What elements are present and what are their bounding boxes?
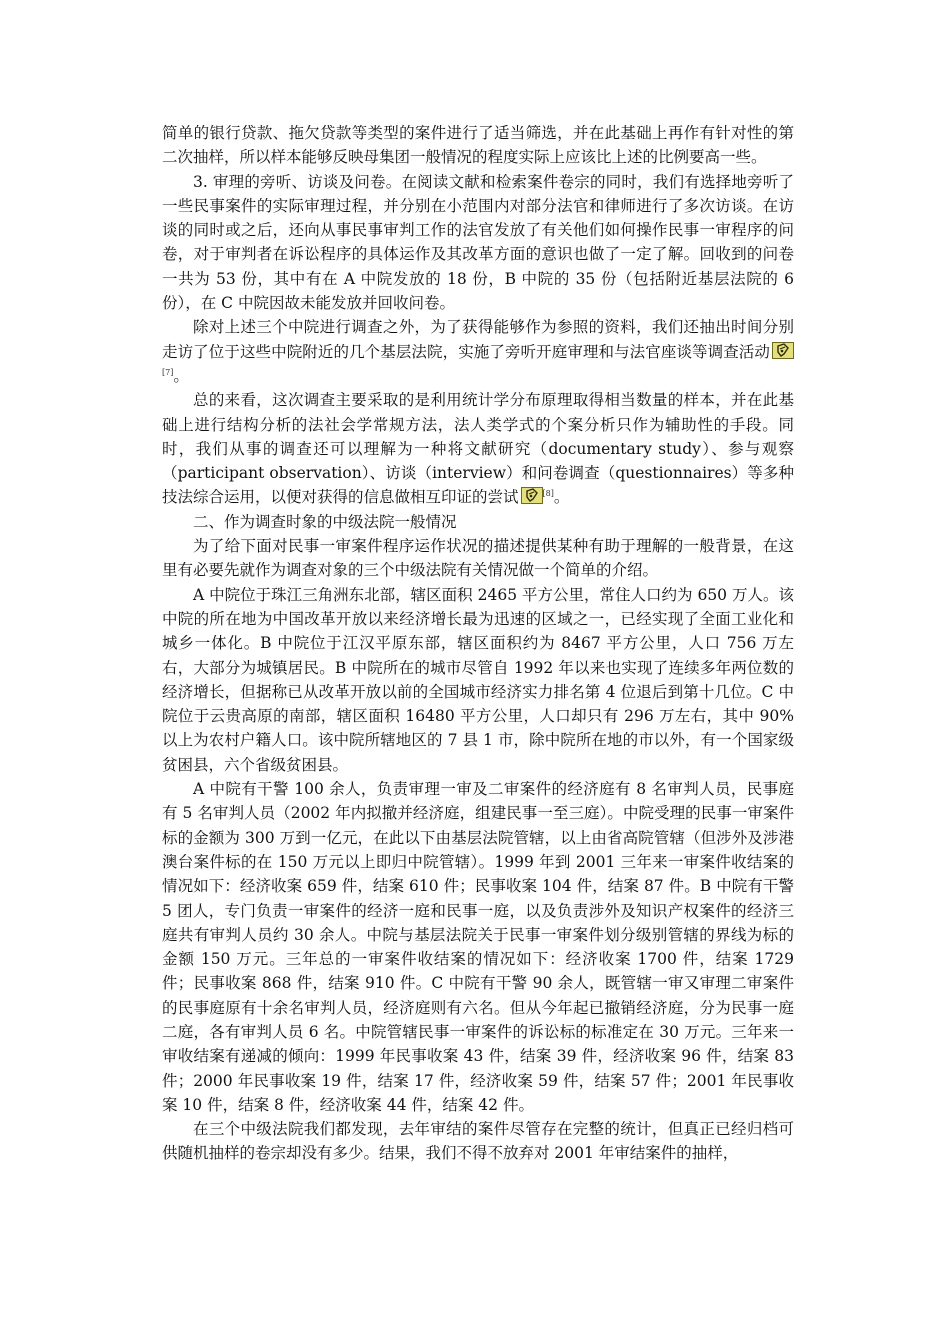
paragraph-3-tail: 。	[173, 366, 189, 385]
paragraph-4-text: 总的来看，这次调查主要采取的是利用统计学分布原理取得相当数量的样本，并在此基础上进行结构分析的法社会学常规方法，法人类学式的个案分析只作为辅助性的手段。同时，我们从事的调查还可以理解为一种将文献研究（documentary study）、参与观察（participant observation）、访谈（interview）和问卷调查（questionnaires）等多种技法综合运用，以便对获得的信息做相互印证的尝试	[162, 391, 794, 507]
section-heading: 二、作为调查时象的中级法院一般情况	[193, 512, 457, 531]
paragraph-1: 简单的银行贷款、拖欠贷款等类型的案件进行了适当筛选，并在此基础上再作有针对性的第二次抽样，所以样本能够反映母集团一般情况的程度实际上应该比上述的比例要高一些。	[162, 124, 794, 167]
note-reference-icon[interactable]	[521, 487, 543, 504]
paragraph-4-tail: 。	[553, 488, 570, 507]
footnote-ref-8[interactable]: [8]	[542, 489, 554, 499]
document-body	[162, 121, 794, 1166]
paragraph-2: 3. 审理的旁听、访谈及问卷。在阅读文献和检索案件卷宗的同时，我们有选择地旁听了一些民事案件的实际审理过程，并分别在小范围内对部分法官和律师进行了多次访谈。在访谈的同时或之后，还向从事民事审判工作的法官发放了有关他们如何操作民事一审程序的问卷，对于审判者在诉讼程序的具体运作及其改革方面的意识也做了一定了解。回收到的问卷一共为 53 份，其中有在 A 中院发放的 18 份，B 中院的 35 份（包括附近基层法院的 6 份），在 C 中院因故未能发放并回收问卷。	[162, 172, 794, 313]
note-reference-icon[interactable]	[772, 342, 794, 359]
paragraph-4	[162, 388, 794, 509]
paragraph-6: A 中院位于珠江三角洲东北部，辖区面积 2465 平方公里，常住人口约为 650 万人。该中院的所在地为中国改革开放以来经济增长最为迅速的区域之一，已经实现了全面工业化和城乡一体化。B 中院位于江汉平原东部，辖区面积约为 8467 平方公里，人口 756 万左右，大部分为城镇居民。B 中院所在的城市尽管自 1992 年以来也实现了连续多年两位数的经济增长，但据称已从改革开放以前的全国城市经济实力排名第 4 位退后到第十几位。C 中院位于云贵高原的南部，辖区面积 16480 平方公里，人口却只有 296 万左右，其中 90%以上为农村户籍人口。该中院所辖地区的 7 县 1 市，除中院所在地的市以外，有一个国家级贫困县，六个省级贫困县。	[162, 585, 794, 774]
paragraph-8: 在三个中级法院我们都发现，去年审结的案件尽管存在完整的统计，但真正已经归档可供随机抽样的卷宗却没有多少。结果，我们不得不放弃对 2001 年审结案件的抽样，	[162, 1120, 794, 1163]
footnote-ref-7[interactable]: [7]	[162, 367, 174, 377]
paragraph-7: A 中院有干警 100 余人，负责审理一审及二审案件的经济庭有 8 名审判人员，民事庭有 5 名审判人员（2002 年内拟撤并经济庭，组建民事一至三庭）。中院受理的民事一审案件标的金额为 300 万到一亿元，在此以下由基层法院管辖，以上由省高院管辖（但涉外及涉港澳台案件标的在 150 万元以上即归中院管辖）。1999 年到 2001 三年来一审案件收结案的情况如下：经济收案 659 件，结案 610 件；民事收案 104 件，结案 87 件。B 中院有干警 5 团人，专门负责一审案件的经济一庭和民事一庭，以及负责涉外及知识产权案件的经济三庭共有审判人员约 30 余人。中院与基层法院关于民事一审案件划分级别管辖的界线为标的金额 150 万元。三年总的一审案件收结案的情况如下：经济收案 1700 件，结案 1729 件；民事收案 868 件，结案 910 件。C 中院有干警 90 余人，既管辖一审又审理二审案件的民事庭原有十余名审判人员，经济庭则有六名。但从今年起已撤销经济庭，分为民事一庭二庭，各有审判人员 6 名。中院管辖民事一审案件的诉讼标的标准定在 30 万元。三年来一审收结案有递减的倾向：1999 年民事收案 43 件，结案 39 件，经济收案 96 件，结案 83 件；2000 年民事收案 19 件，结案 17 件，经济收案 59 件，结案 57 件；2001 年民事收案 10 件，结案 8 件，经济收案 44 件，结案 42 件。	[162, 780, 794, 1114]
paragraph-3-text: 除对上述三个中院进行调查之外，为了获得能够作为参照的资料，我们还抽出时间分别走访了位于这些中院附近的几个基层法院，实施了旁听开庭审理和与法官座谈等调查活动	[162, 318, 794, 361]
paragraph-3	[162, 315, 794, 388]
paragraph-5: 为了给下面对民事一审案件程序运作状况的描述提供某种有助于理解的一般背景，在这里有必要先就作为调查对象的三个中级法院有关情况做一个简单的介绍。	[162, 537, 794, 580]
